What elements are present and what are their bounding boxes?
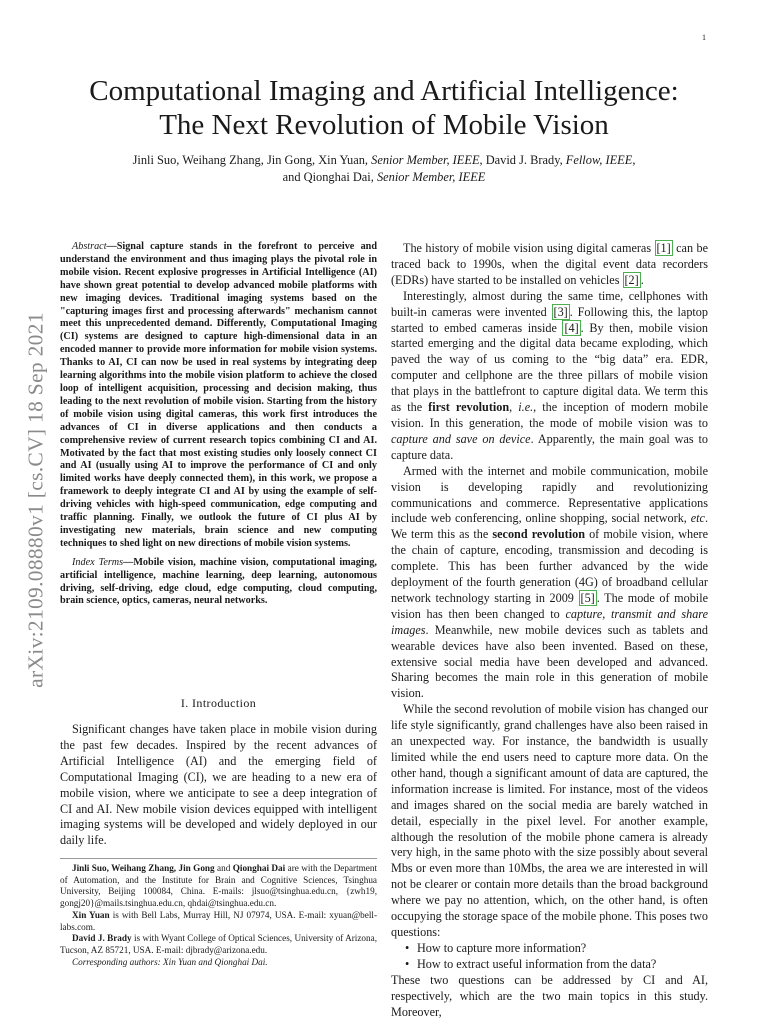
title-line-2: The Next Revolution of Mobile Vision (159, 109, 609, 141)
footnote-affil-3: is with Wyant College of Optical Sciences, University of Arizona, Tucson, AZ 85721, USA. E-mail: djbrady@arizona.edu. (60, 933, 377, 955)
author-footnote (60, 858, 377, 968)
author-role-2: Fellow, IEEE, (565, 153, 636, 167)
citation-link[interactable]: [3] (553, 304, 568, 319)
authors-part-1: Jinli Suo, Weihang Zhang, Jin Gong, Xin Yuan, (132, 153, 372, 167)
paragraph-challenges: While the second revolution of mobile vision has changed our life style significantly, grand challenges have also been raised in an unexpected way. For instance, the bandwidth is usually limited while the end users need to capture more data. On the other hand, though a significant amount of data are captured, the information increase is limited. For instance, most of the videos and images shared on the social media are barely watched in detail, especially in the pixel level. For another example, although the resolution of the mobile phone camera is already very high, in the same photo with the size possibly about several Mbs or even more than 10Mbs, the area we are interested in will not be clearer or contain more details than the broad background where we pay no attention, which, on the other hand, is often occupying the storage space of the mobile phone. This poses two questions: (391, 702, 708, 939)
index-terms-text: —Mobile vision, machine vision, computational imaging, artificial intelligence, machine learning, deep learning, autonomous driving, self-driving, edge cloud, edge computing, cloud computing, brain science, optics, cameras, neural networks. (60, 556, 377, 607)
author-role-3: Senior Member, IEEE (376, 170, 486, 184)
authors-part-3: and Qionghai Dai, (282, 170, 377, 184)
footnote-name-brady: David J. Brady (72, 933, 132, 944)
paragraph-answer: These two questions can be addressed by CI and AI, respectively, which are the two main topics in this study. Moreover, (391, 972, 708, 1019)
section-heading: I. Introduction (180, 696, 257, 710)
citation-link[interactable]: [4] (564, 320, 579, 335)
title-line-1: Computational Imaging and Artificial Intelligence: (89, 75, 679, 107)
author-role-1: Senior Member, IEEE, (371, 153, 483, 167)
authors-part-2: David J. Brady, (482, 153, 566, 167)
index-terms-label: Index Terms (72, 556, 124, 568)
footnote-name-dai: Qionghai Dai (232, 863, 286, 873)
corresponding-authors: Corresponding authors: Xin Yuan and Qionghai Dai. (72, 956, 268, 967)
paragraph-first-revolution: Interestingly, almost during the same time, cellphones with built-in cameras were invented [3] . Following this, the laptop started to embed cameras inside [4] . By then, mobile vision started emerging and the digital data became exploding, which paved the way of us coming to the “big data” era. EDR, computer and cellphone are the three pillars of mobile vision that plays in the battlefront to capture digital data. We term this as the first revolution, i.e., the inception of modern mobile vision. In this generation, the mode of mobile vision was to capture and save on device. Apparently, the main goal was to capture data. (391, 288, 708, 462)
question-list (391, 941, 708, 973)
intro-paragraph: Significant changes have taken place in mobile vision during the past few decades. Inspired by the recent advances of Artificial Intelligence (AI) and the emerging field of Computational Imaging (CI), we are heading to a new era of mobile vision, where we anticipate to see a deep integration of CI and AI. New mobile vision devices equipped with intelligent imaging systems will be developed and widely deployed in our daily life. (60, 722, 377, 848)
arxiv-id: arXiv:2109.08880v1 [cs.CV] 18 Sep 2021 (23, 312, 48, 688)
author-list (60, 152, 708, 186)
footnote-and: and (214, 863, 233, 873)
paragraph-history: The history of mobile vision using digital cameras [1] can be traced back to 1990s, when the digital event data recorders (EDRs) have started to be installed on vehicles [2] . (391, 241, 708, 287)
page-number: 1 (702, 33, 706, 42)
right-column (391, 241, 708, 1020)
citation-link[interactable]: [5] (580, 590, 595, 605)
footnote-names-1: Jinli Suo, Weihang Zhang, Jin Gong (72, 863, 215, 873)
paper-title (60, 74, 708, 142)
abstract-text: —Signal capture stands in the forefront to perceive and understand the environment and thus imaging plays the pivotal role in mobile vision. Recent explosive progresses in Artificial Intelligence (AI) have shown great potential to develop advanced mobile platforms with new imaging devices. Traditional imaging systems based on the "capturing images first and processing afterwards" mechanism cannot meet this unprecedented demand. Differently, Computational Imaging (CI) systems are designed to capture high-dimensional data in an encoded manner to provide more information for mobile vision systems. Thanks to AI, CI can now be used in real systems by integrating deep learning algorithms into the mobile vision platform to achieve the closed loop of intelligent acquisition, processing and decision making, thus leading to the next revolution of mobile vision. Starting from the history of mobile vision using digital cameras, this work first introduces the advances of CI in diverse applications and then conducts a comprehensive review of current research topics combining CI and AI. Motivated by the fact that most existing studies only loosely connect CI and AI (usually using AI to improve the performance of CI and only limited works have deeply connected them), in this work, we propose a framework to deeply integrate CI and AI by using the example of self-driving vehicles with high-speed communication, edge computing and traffic planning. Finally, we outlook the future of CI plus AI by investigating new materials, brain science and new computing techniques to shed light on new directions of mobile vision systems. (60, 241, 377, 549)
intro-paragraph-block (60, 722, 377, 849)
abstract-label: Abstract (72, 241, 107, 252)
abstract-block (60, 241, 377, 608)
paragraph-second-revolution: Armed with the internet and mobile communication, mobile vision is developing rapidly and revolutionizing communications and commerce. Representative applications include web conferencing, online shopping, social network, etc. We term this as the second revolution of mobile vision, where the chain of capture, encoding, transmission and decoding is complete. This has been further advanced by the wide deployment of the fourth generation (4G) of broadband cellular network technology starting in 2009 [5] . The mode of mobile vision has then been changed to capture, transmit and share images. Meanwhile, new mobile devices such as tablets and wearable devices have also been invented. Based on these, extensive social media have been developed and advanced. Sharing becomes the main role in this generation of mobile vision. (391, 463, 708, 701)
citation-link[interactable]: [2] (624, 272, 639, 287)
footnote-affil-2: is with Bell Labs, Murray Hill, NJ 07974, USA. E-mail: xyuan@bell-labs.com. (60, 909, 377, 932)
arxiv-sidebar-stamp (10, 270, 62, 730)
list-item: • How to extract useful information from the data? (417, 957, 708, 973)
footnote-affil-1: are with the Department of Automation, and the Institute for Brain and Cognitive Sciences, Tsinghua University, Beijing 100084, China. E-mails: jlsuo@tsinghua.edu.cn, {zwh19, gongj20}@mails.tsinghua.edu.cn, qhdai@tsinghua.edu.cn. (60, 863, 378, 909)
citation-link[interactable]: [1] (656, 241, 671, 255)
list-item: • How to capture more information? (417, 941, 708, 957)
footnote-name-yuan: Xin Yuan (72, 909, 110, 920)
